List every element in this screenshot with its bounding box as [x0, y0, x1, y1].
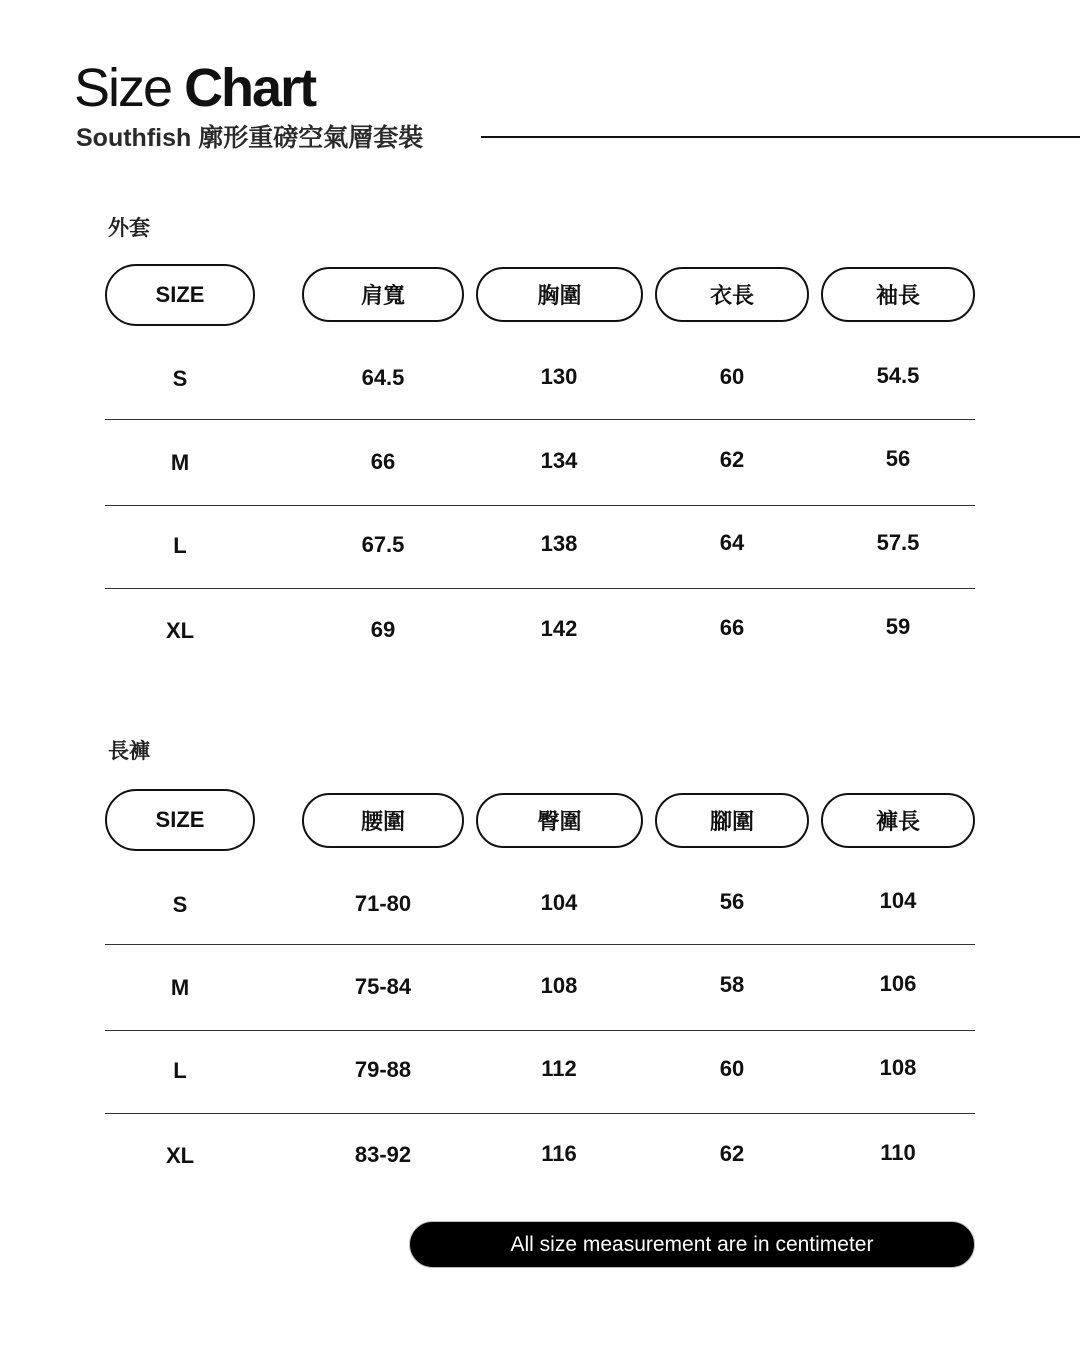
row-size-label: S: [172, 366, 188, 391]
row-size-label: L: [173, 533, 187, 558]
column-header: 胸圍: [476, 267, 643, 322]
title-light: Size: [74, 58, 172, 118]
row-size-label: L: [173, 1058, 187, 1083]
table-cell: 59: [885, 614, 911, 639]
table-cell: 60: [719, 1056, 745, 1081]
row-divider: [105, 588, 975, 589]
row-divider: [105, 505, 975, 506]
table-cell: 142: [540, 616, 578, 641]
table-cell: 64.5: [361, 365, 405, 390]
column-header: 肩寬: [302, 267, 464, 322]
table-cell: 108: [879, 1055, 917, 1080]
table-cell: 79-88: [354, 1057, 412, 1082]
table-cell: 54.5: [876, 363, 920, 388]
column-header: 臀圍: [476, 793, 643, 848]
table-cell: 83-92: [354, 1142, 412, 1167]
row-size-label: XL: [165, 618, 195, 643]
row-divider: [105, 1030, 975, 1031]
column-header: 袖長: [821, 267, 975, 322]
column-header: 腳圍: [655, 793, 809, 848]
table-cell: 106: [879, 971, 917, 996]
row-divider: [105, 1113, 975, 1114]
row-divider: [105, 944, 975, 945]
table-cell: 62: [719, 447, 745, 472]
section-label-jacket: 外套: [108, 217, 150, 240]
table-cell: 75-84: [354, 974, 412, 999]
column-header: 腰圍: [302, 793, 464, 848]
table-cell: 116: [541, 1141, 577, 1166]
table-cell: 60: [719, 364, 745, 389]
table-cell: 112: [541, 1056, 577, 1081]
page-title: [74, 56, 315, 120]
row-size-label: S: [172, 892, 188, 917]
title-bold: Chart: [184, 58, 316, 118]
table-cell: 130: [540, 364, 578, 389]
row-size-label: M: [170, 450, 190, 475]
section-label-pants: 長褲: [108, 740, 150, 763]
row-size-label: XL: [165, 1143, 195, 1168]
column-header: 衣長: [655, 267, 809, 322]
table-cell: 67.5: [361, 532, 405, 557]
row-size-label: M: [170, 975, 190, 1000]
table-cell: 108: [540, 973, 578, 998]
table-cell: 58: [719, 972, 745, 997]
table-cell: 66: [719, 615, 745, 640]
table-cell: 57.5: [876, 530, 920, 555]
table-cell: 56: [719, 889, 745, 914]
table-cell: 62: [719, 1141, 745, 1166]
size-header: SIZE: [105, 264, 255, 326]
table-cell: 71-80: [354, 891, 412, 916]
table-cell: 134: [540, 448, 578, 473]
size-header: SIZE: [105, 789, 255, 851]
table-cell: 69: [370, 617, 396, 642]
table-cell: 138: [540, 531, 578, 556]
table-cell: 64: [719, 530, 745, 555]
table-cell: 66: [370, 449, 396, 474]
subtitle-divider: [481, 136, 1080, 138]
table-cell: 104: [540, 890, 578, 915]
column-header: 褲長: [821, 793, 975, 848]
measurement-note: All size measurement are in centimeter: [410, 1222, 974, 1267]
row-divider: [105, 419, 975, 420]
table-cell: 56: [885, 446, 911, 471]
table-cell: 104: [879, 888, 917, 913]
table-cell: 110: [880, 1140, 916, 1165]
product-subtitle: Southfish 廓形重磅空氣層套裝: [76, 124, 424, 152]
